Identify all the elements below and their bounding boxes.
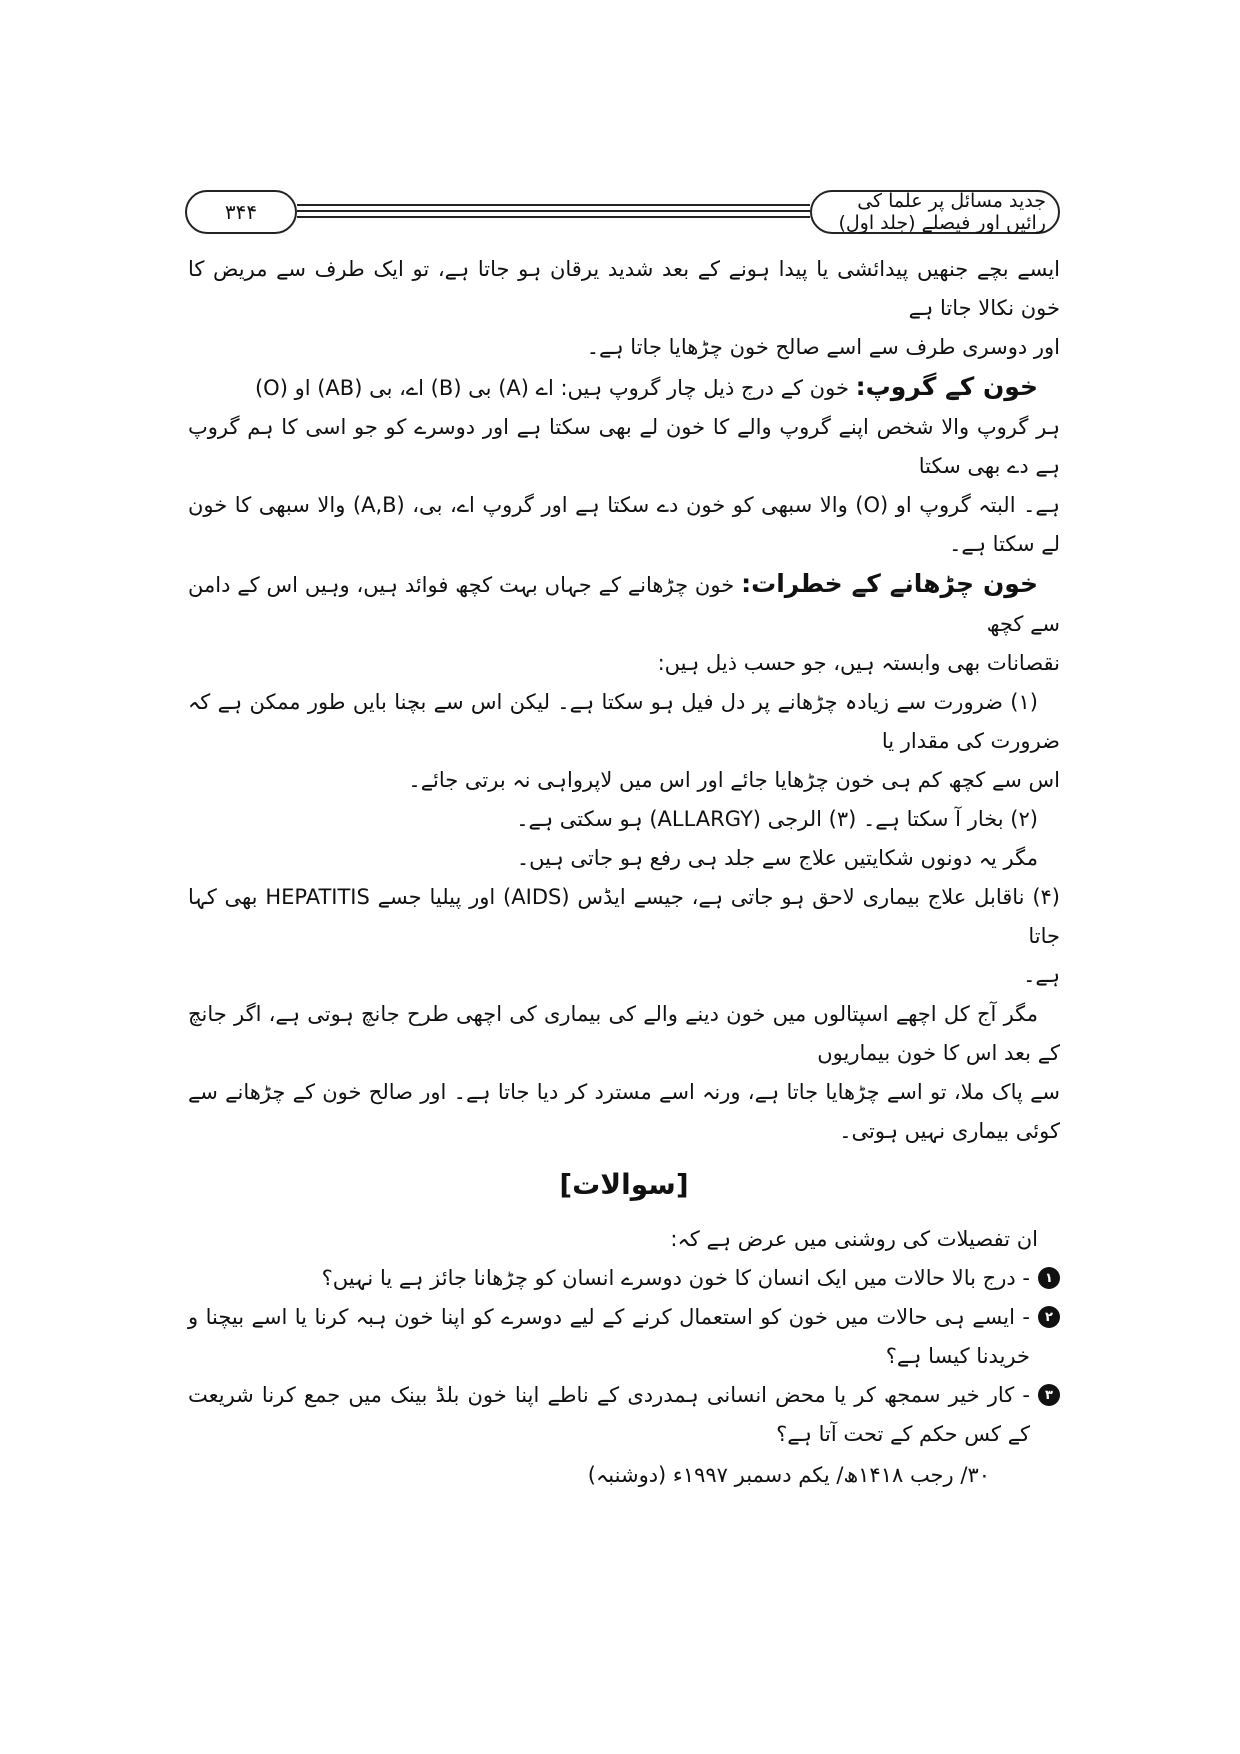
blood-groups-heading: خون کے گروپ: (855, 372, 1038, 401)
header-rule (297, 204, 810, 206)
blood-groups-paragraph (188, 367, 1060, 408)
question-item (188, 1259, 1060, 1298)
paragraph: اس سے کچھ کم ہی خون چڑھایا جائے اور اس میں لاپرواہی نہ برتی جائے۔ (408, 768, 1060, 792)
question-text: - ایسے ہی حالات میں خون کو استعمال کرنے کے لیے دوسرے کو اپنا خون ہبہ کرنا یا اسے بیچنا و خریدنا کیسا ہے؟ (188, 1305, 1030, 1368)
paragraph: اور دوسری طرف سے اسے صالح خون چڑھایا جاتا ہے۔ (586, 335, 1060, 359)
book-title-badge (810, 190, 1060, 234)
question-number-badge: ۱ (1038, 1267, 1060, 1289)
book-title: جدید مسائل پر علما کی رائیں اور فیصلے (جلد اول) (838, 190, 1046, 234)
question-item (188, 1298, 1060, 1376)
risks-text: خون چڑھانے کے جہاں بہت کچھ فوائد ہیں، وہیں اس کے دامن سے کچھ (188, 573, 1060, 636)
risk-item: (۲) بخار آ سکتا ہے۔ (۳) الرجی (ALLARGY) ہو سکتی ہے۔ (516, 807, 1038, 831)
question-text: - درج بالا حالات میں ایک انسان کا خون دوسرے انسان کو چڑھانا جائز ہے یا نہیں؟ (321, 1266, 1030, 1290)
page-header (185, 190, 1060, 238)
blood-groups-text: خون کے درج ذیل چار گروپ ہیں: اے (A) بی (B) اے، بی (AB) او (O) (254, 376, 849, 400)
questions-title: [سوالات] (559, 1168, 689, 1201)
paragraph: ہے۔ البتہ گروپ او (O) والا سبھی کو خون دے سکتا ہے اور گروپ اے، بی، (A,B) والا سبھی کا خون لے سکتا ہے۔ (188, 493, 1060, 556)
paragraph: سے پاک ملا، تو اسے چڑھایا جاتا ہے، ورنہ اسے مسترد کر دیا جاتا ہے۔ اور صالح خون کے چڑھانے سے کوئی بیماری نہیں ہوتی۔ (188, 1080, 1060, 1143)
article-body (188, 250, 1060, 1495)
risk-item: (۴) ناقابل علاج بیماری لاحق ہو جاتی ہے، جیسے ایڈس (AIDS) اور پیلیا جسے HEPATITIS بھی کہا جاتا (188, 885, 1060, 948)
paragraph: مگر آج کل اچھے اسپتالوں میں خون دینے والے کی بیماری کی اچھی طرح جانچ ہوتی ہے، اگر جانچ کے بعد اس کا خون بیماریوں (188, 1002, 1060, 1065)
date-line: ۳۰/ رجب ۱۴۱۸ھ/ یکم دسمبر ۱۹۹۷ء (دوشنبہ) (587, 1463, 990, 1487)
question-number-badge: ۳ (1038, 1384, 1060, 1406)
questions-intro: ان تفصیلات کی روشنی میں عرض ہے کہ: (670, 1227, 1038, 1251)
paragraph: ہر گروپ والا شخص اپنے گروپ والے کا خون لے بھی سکتا ہے اور دوسرے کو جو اسی کا ہم گروپ ہے دے بھی سکتا (188, 415, 1060, 478)
page-number-badge (185, 190, 297, 234)
header-rule (297, 210, 810, 212)
question-number-badge: ۲ (1038, 1306, 1060, 1328)
paragraph: ہے۔ (1023, 963, 1060, 987)
header-rule (297, 216, 810, 218)
risks-paragraph (188, 564, 1060, 644)
question-item (188, 1376, 1060, 1454)
risks-heading: خون چڑھانے کے خطرات: (741, 569, 1038, 598)
paragraph: نقصانات بھی وابستہ ہیں، جو حسب ذیل ہیں: (657, 651, 1060, 675)
question-text: - کار خیر سمجھ کر یا محض انسانی ہمدردی کے ناطے اپنا خون بلڈ بینک میں جمع کرنا شریعت کے کس حکم کے تحت آتا ہے؟ (188, 1383, 1030, 1446)
paragraph: مگر یہ دونوں شکایتیں علاج سے جلد ہی رفع ہو جاتی ہیں۔ (516, 846, 1038, 870)
risk-item: (۱) ضرورت سے زیادہ چڑھانے پر دل فیل ہو سکتا ہے۔ لیکن اس سے بچنا بایں طور ممکن ہے کہ ضرورت کی مقدار یا (188, 690, 1060, 753)
paragraph: ایسے بچے جنھیں پیدائشی یا پیدا ہونے کے بعد شدید یرقان ہو جاتا ہے، تو ایک طرف سے مریض کا خون نکالا جاتا ہے (188, 257, 1060, 320)
page-number: ۳۴۴ (224, 200, 258, 224)
